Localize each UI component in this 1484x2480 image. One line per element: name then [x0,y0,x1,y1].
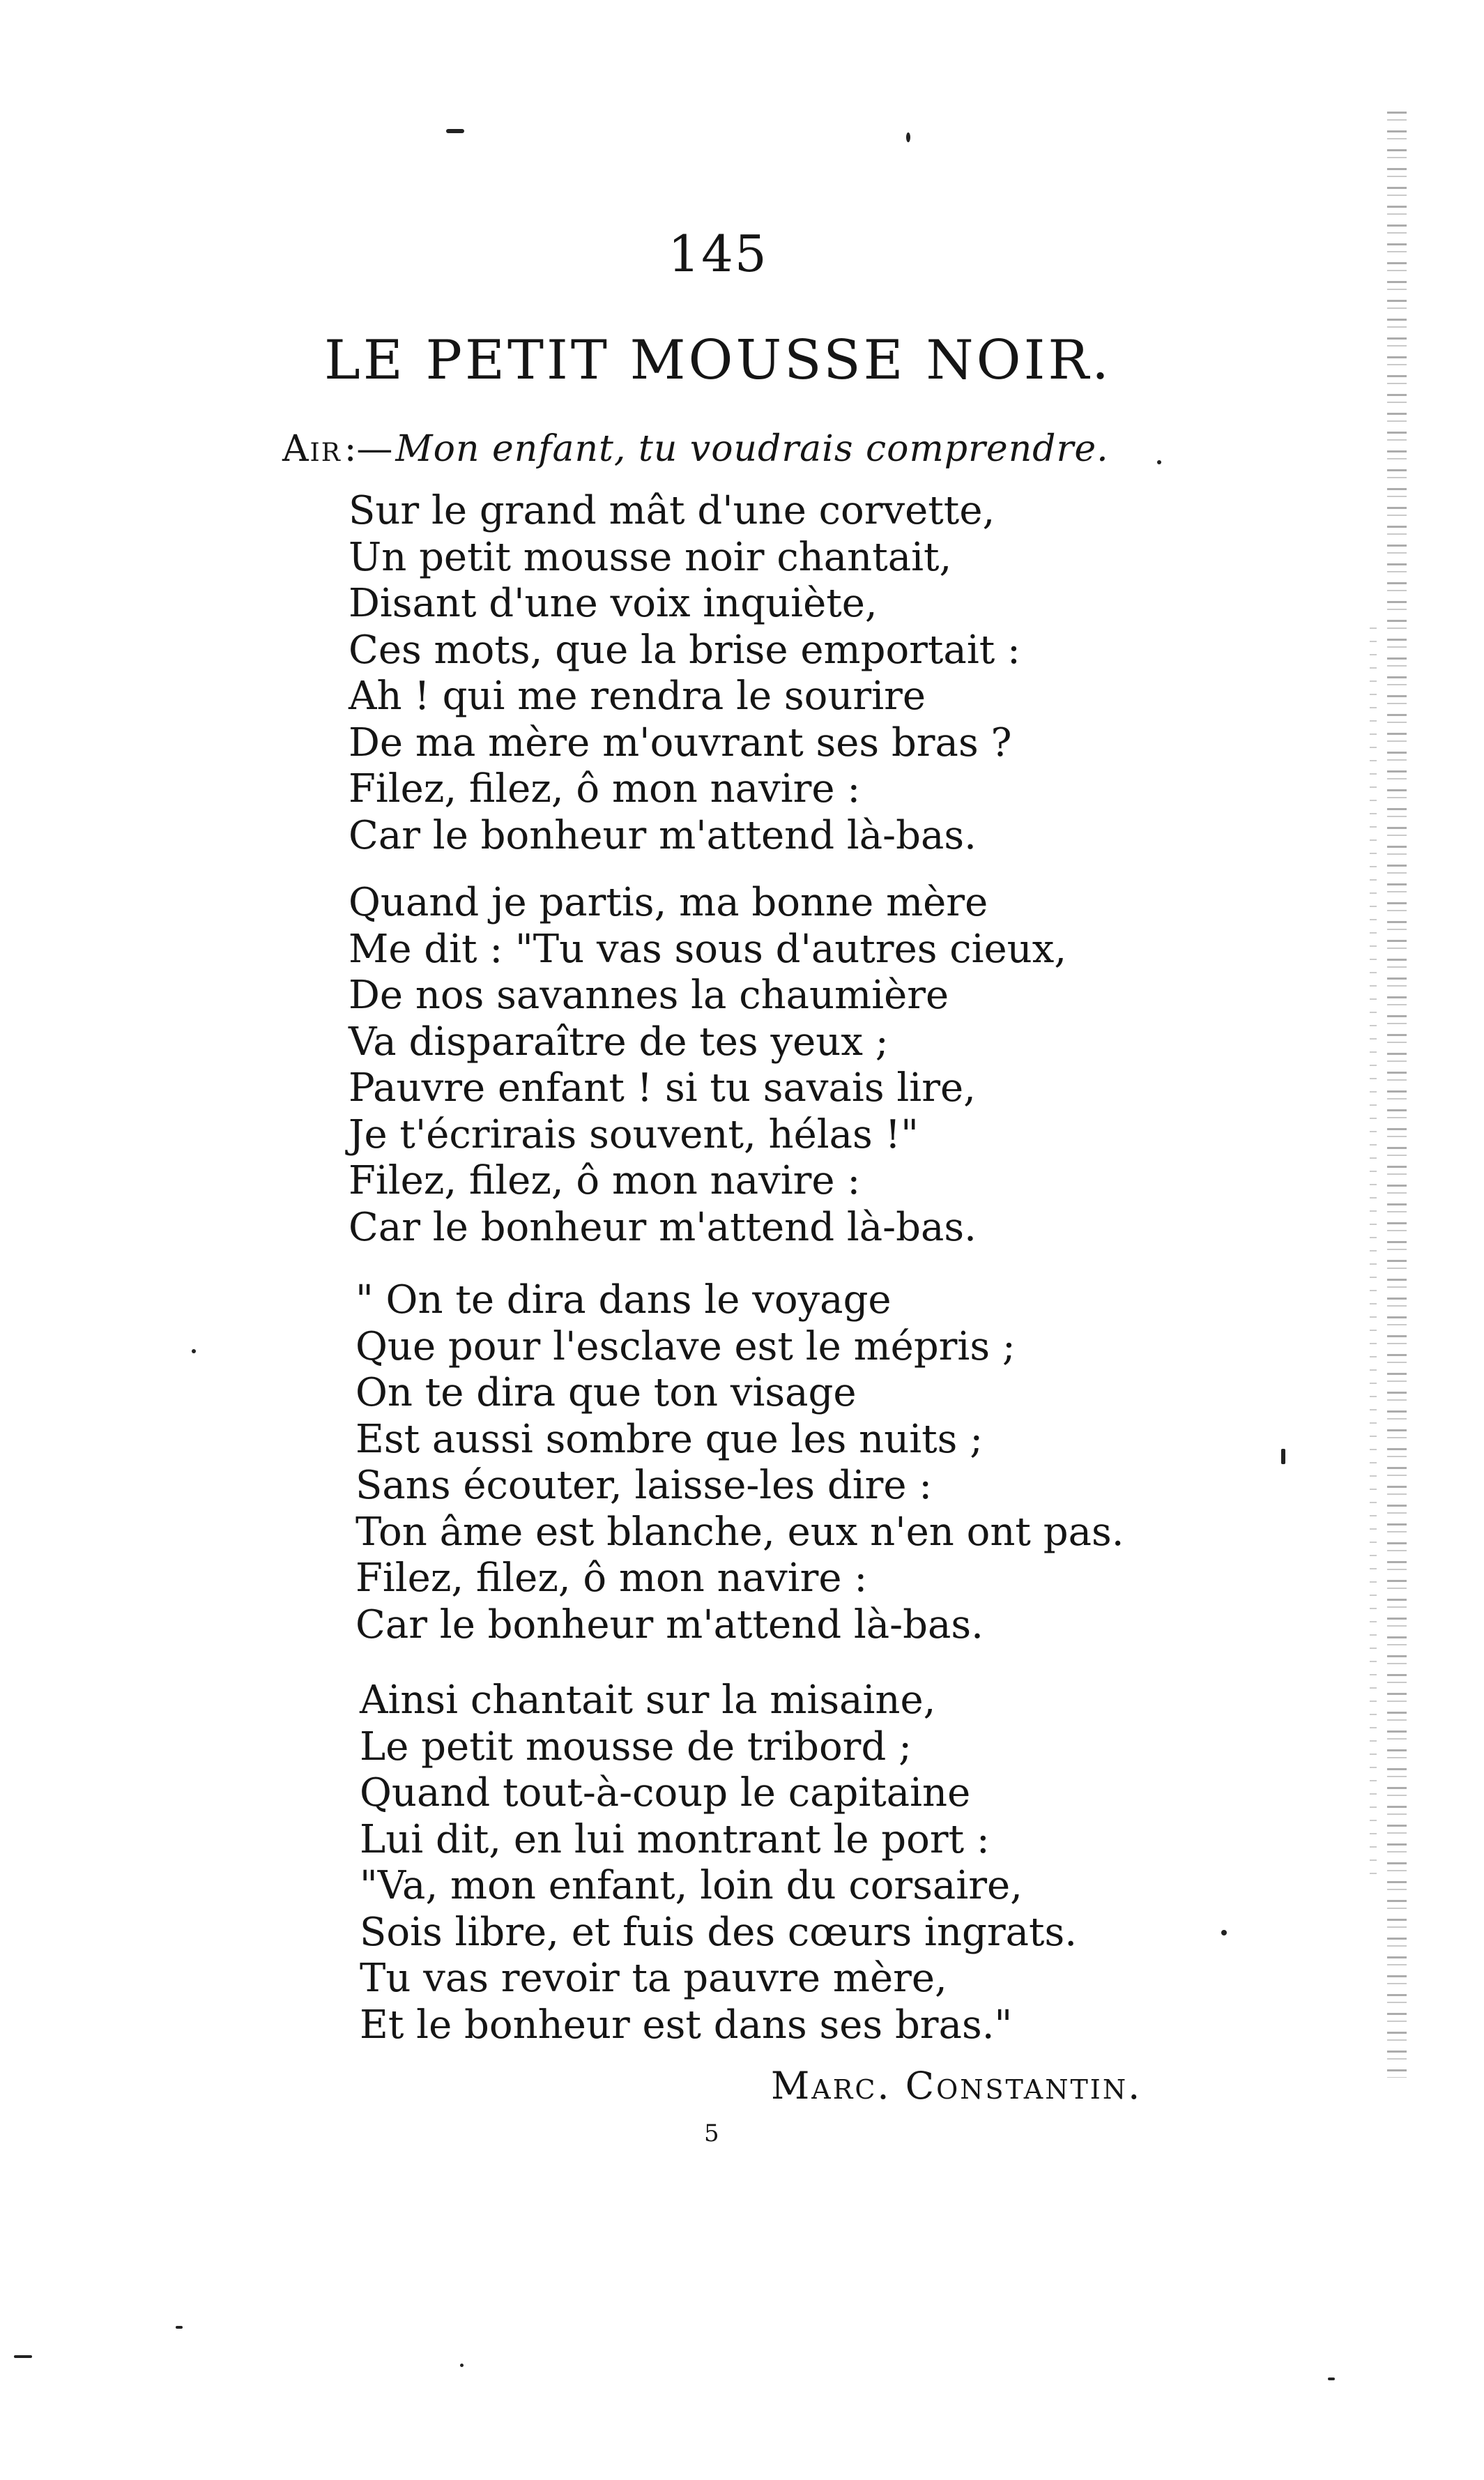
verse-line: Que pour l'esclave est le mépris ; [355,1323,1016,1369]
scan-speck [176,2326,183,2329]
verse-line: Sur le grand mât d'une corvette, [349,488,995,533]
verse-line: Un petit mousse noir chantait, [349,534,952,580]
verse-line: Disant d'une voix inquiète, [349,581,878,626]
air-separator: :— [344,428,393,470]
scan-speck [460,2364,464,2367]
verse-line: Sans écouter, laisse-les dire : [355,1463,933,1508]
scan-speck [192,1349,196,1353]
verse-line: Ces mots, que la brise emportait : [349,627,1020,673]
verse-line: Je t'écrirais souvent, hélas !" [349,1111,919,1157]
air-label: Air [282,428,342,470]
scan-speck [446,129,464,133]
scan-speck [1281,1449,1285,1464]
scan-speck [906,132,910,142]
verse-line: De ma mère m'ouvrant ses bras ? [349,720,1012,766]
scan-speck [1328,2378,1335,2380]
verse-line: Est aussi sombre que les nuits ; [355,1416,984,1462]
verse-line: "Va, mon enfant, loin du corsaire, [360,1863,1023,1908]
refrain-line: Filez, filez, ô mon navire : [355,1555,868,1601]
refrain-line: Filez, filez, ô mon navire : [349,1158,861,1203]
refrain-line: Filez, filez, ô mon navire : [349,766,861,812]
author-credit: Marc. Constantin. [771,2064,1142,2108]
verse-line: Ah ! qui me rendra le sourire [349,674,926,719]
verse-line: Ainsi chantait sur la misaine, [360,1678,936,1723]
refrain-line: Car le bonheur m'attend là-bas. [349,1204,977,1250]
verse-line: Tu vas revoir ta pauvre mère, [360,1956,947,2001]
refrain-line: Car le bonheur m'attend là-bas. [355,1602,984,1648]
scan-edge-noise [1387,112,1407,2078]
verse-line: Quand je partis, ma bonne mère [349,880,988,925]
verse-line: Et le bonheur est dans ses bras." [360,2002,1013,2048]
verse-line: Va disparaître de tes yeux ; [349,1019,889,1065]
stanza-4 [360,1678,1077,2048]
verse-line: Me dit : "Tu vas sous d'autres cieux, [349,926,1067,972]
verse-line: Quand tout-à-coup le capitaine [360,1770,971,1816]
scan-edge-noise-inner [1370,627,1377,1882]
verse-line: Le petit mousse de tribord ; [360,1724,912,1770]
refrain-line: Car le bonheur m'attend là-bas. [349,812,977,858]
verse-line: Sois libre, et fuis des cœurs ingrats. [360,1909,1078,1955]
verse-line: Pauvre enfant ! si tu savais lire, [349,1065,976,1111]
air-line [282,428,1109,470]
scan-speck [1221,1930,1227,1935]
scan-speck [1157,460,1161,464]
stanza-3 [355,1277,1124,1648]
verse-line: De nos savannes la chaumière [349,973,949,1018]
page-number: 145 [668,225,768,283]
verse-line: Ton âme est blanche, eux n'en ont pas. [355,1509,1124,1555]
verse-line: Lui dit, en lui montrant le port : [360,1816,990,1862]
verse-line: On te dira que ton visage [355,1370,857,1415]
signature-mark: 5 [704,2120,719,2147]
stanza-2 [349,880,1066,1251]
song-title: LE PETIT MOUSSE NOIR. [324,329,1112,392]
verse-line: " On te dira dans le voyage [355,1277,892,1323]
air-tune: Mon enfant, tu voudrais comprendre. [395,428,1109,470]
scan-speck [14,2355,32,2358]
stanza-1 [349,488,1020,859]
